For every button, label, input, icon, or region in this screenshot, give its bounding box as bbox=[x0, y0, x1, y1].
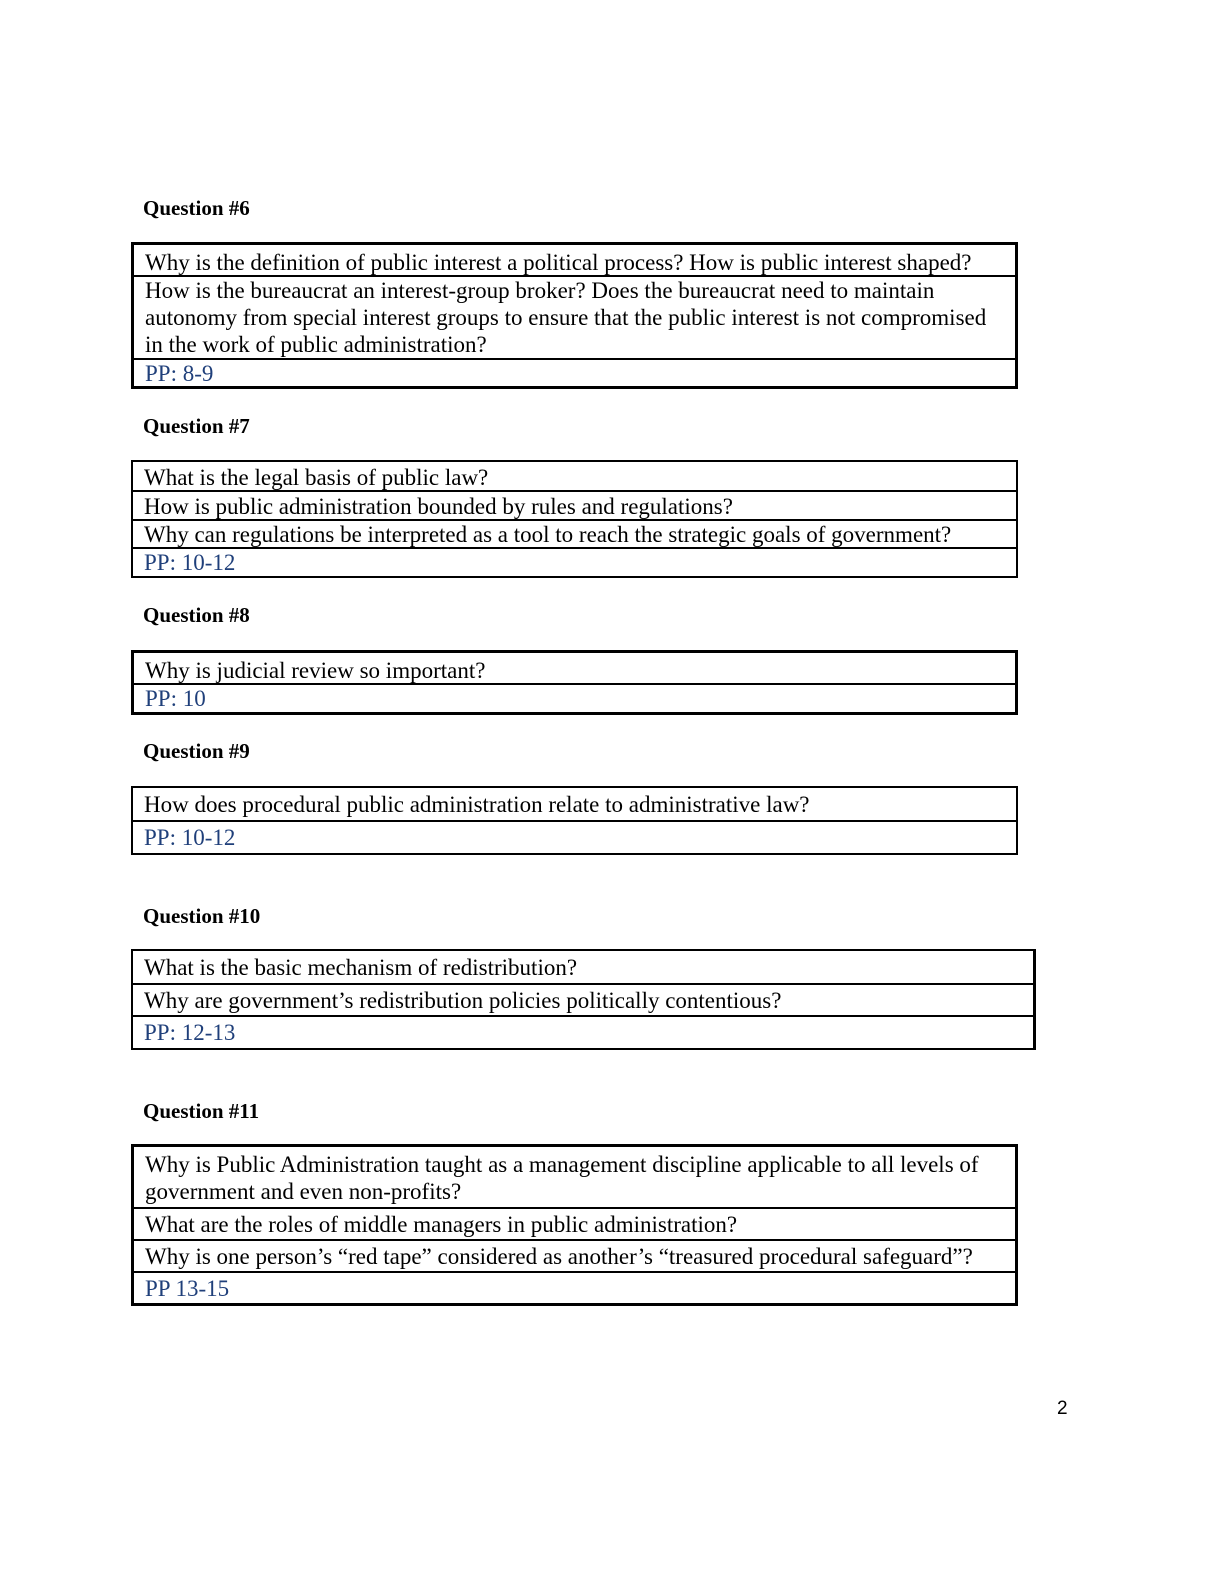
page-reference: PP 13-15 bbox=[145, 1276, 230, 1301]
page-reference: PP: 8-9 bbox=[145, 361, 214, 386]
question-row: Why is Public Administration taught as a management discipline applicable to all levels of government and even non-profits? bbox=[134, 1147, 1015, 1209]
question-row: Why can regulations be interpreted as a tool to reach the strategic goals of government? bbox=[133, 521, 1016, 549]
page-reference: PP: 10-12 bbox=[144, 550, 236, 575]
question-6-heading: Question #6 bbox=[143, 196, 250, 220]
question-6-table bbox=[131, 242, 1018, 389]
question-row: What is the legal basis of public law? bbox=[133, 462, 1016, 492]
question-row: What is the basic mechanism of redistribution? bbox=[133, 951, 1033, 985]
question-11-heading: Question #11 bbox=[143, 1099, 260, 1123]
question-8-table bbox=[131, 650, 1018, 715]
page-number: 2 bbox=[1057, 1398, 1068, 1419]
question-10-heading: Question #10 bbox=[143, 904, 261, 928]
question-row: How is the bureaucrat an interest-group broker? Does the bureaucrat need to maintain autonomy from special interest groups to ensure that the public interest is not compromised in the work of public administration? bbox=[134, 277, 1015, 360]
question-10-table bbox=[131, 949, 1036, 1050]
question-row: How is public administration bounded by rules and regulations? bbox=[133, 492, 1016, 521]
question-row: Why is one person’s “red tape” considered as another’s “treasured procedural safeguard”? bbox=[134, 1241, 1015, 1273]
page-reference: PP: 10 bbox=[145, 686, 206, 711]
page-reference: PP: 12-13 bbox=[144, 1020, 236, 1045]
question-7-table bbox=[131, 460, 1018, 578]
question-row: Why are government’s redistribution policies politically contentious? bbox=[133, 985, 1033, 1017]
question-7-heading: Question #7 bbox=[143, 414, 250, 438]
question-row: Why is the definition of public interest a political process? How is public interest shaped? bbox=[134, 245, 1015, 277]
question-9-heading: Question #9 bbox=[143, 739, 250, 763]
question-row: How does procedural public administration relate to administrative law? bbox=[133, 788, 1016, 822]
question-9-table bbox=[131, 786, 1018, 855]
question-8-heading: Question #8 bbox=[143, 603, 250, 627]
question-11-table bbox=[131, 1144, 1018, 1306]
page-reference: PP: 10-12 bbox=[144, 825, 236, 850]
question-row: Why is judicial review so important? bbox=[134, 653, 1015, 685]
question-row: What are the roles of middle managers in public administration? bbox=[134, 1209, 1015, 1241]
